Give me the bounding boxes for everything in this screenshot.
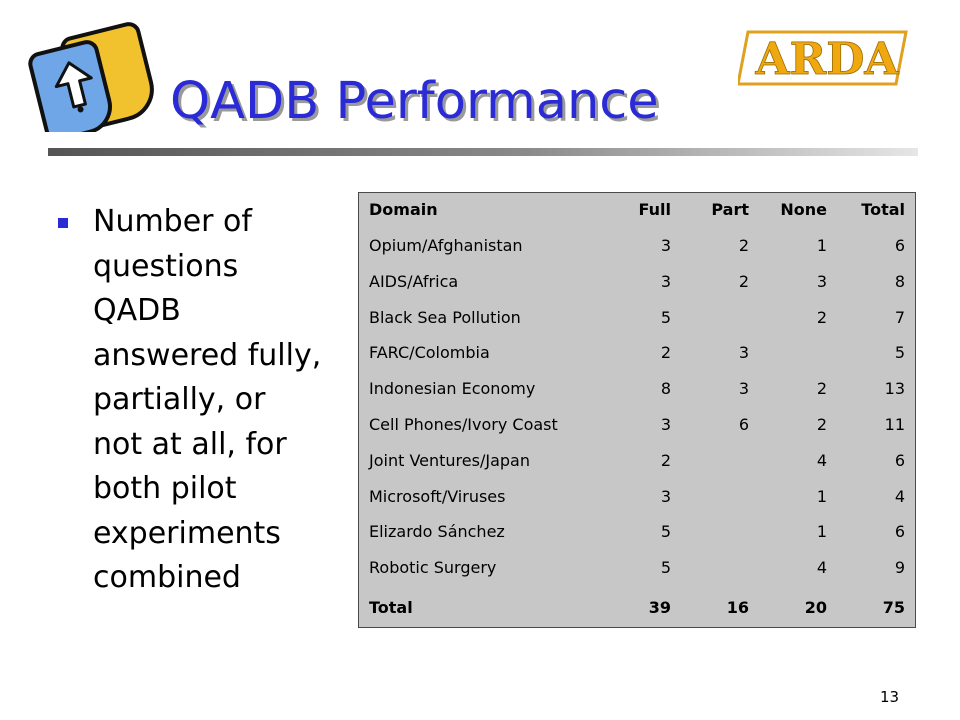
performance-table: [358, 192, 916, 628]
left-logo-icon: [28, 22, 158, 132]
none-cell: 4: [761, 553, 837, 583]
total-label: Total: [359, 593, 609, 623]
header-none: None: [761, 195, 837, 225]
full-cell: 5: [611, 517, 681, 547]
header-part: Part: [683, 195, 759, 225]
total-cell: 13: [839, 374, 915, 404]
domain-cell: Black Sea Pollution: [359, 303, 609, 333]
table-row: [359, 338, 915, 368]
table-header-row: [359, 195, 915, 225]
header-total: Total: [839, 195, 915, 225]
full-cell: 3: [611, 267, 681, 297]
full-cell: 3: [611, 410, 681, 440]
header-domain: Domain: [359, 195, 609, 225]
bullet-text: Number of questions QADB answered fully, partially, or not at all, for both pilot experiments combined: [93, 204, 322, 595]
table-row: [359, 553, 915, 583]
table-row: [359, 267, 915, 297]
full-cell: 2: [611, 446, 681, 476]
arda-logo-text: ARDA: [755, 34, 899, 85]
domain-cell: Robotic Surgery: [359, 553, 609, 583]
none-cell: 3: [761, 267, 837, 297]
full-cell: 3: [611, 231, 681, 261]
full-cell: 8: [611, 374, 681, 404]
table-row: [359, 517, 915, 547]
part-cell: [683, 553, 759, 583]
none-cell: [761, 338, 837, 368]
total-cell: 6: [839, 517, 915, 547]
domain-cell: Opium/Afghanistan: [359, 231, 609, 261]
part-cell: [683, 303, 759, 333]
full-cell: 2: [611, 338, 681, 368]
table-total-row: [359, 593, 915, 623]
none-cell: 2: [761, 303, 837, 333]
total-cell: 9: [839, 553, 915, 583]
total-cell: 8: [839, 267, 915, 297]
total-part: 16: [683, 593, 759, 623]
full-cell: 5: [611, 553, 681, 583]
part-cell: 2: [683, 231, 759, 261]
bullet-marker-icon: [58, 218, 68, 228]
table-row: [359, 231, 915, 261]
none-cell: 1: [761, 231, 837, 261]
none-cell: 2: [761, 374, 837, 404]
header-full: Full: [611, 195, 681, 225]
total-cell: 4: [839, 482, 915, 512]
none-cell: 1: [761, 482, 837, 512]
part-cell: [683, 517, 759, 547]
table-row: [359, 374, 915, 404]
part-cell: [683, 446, 759, 476]
arda-logo: [738, 28, 916, 88]
domain-cell: Microsoft/Viruses: [359, 482, 609, 512]
domain-cell: Joint Ventures/Japan: [359, 446, 609, 476]
total-none: 20: [761, 593, 837, 623]
part-cell: 3: [683, 374, 759, 404]
full-cell: 5: [611, 303, 681, 333]
table-row: [359, 482, 915, 512]
none-cell: 1: [761, 517, 837, 547]
table-row: [359, 303, 915, 333]
part-cell: [683, 482, 759, 512]
total-cell: 11: [839, 410, 915, 440]
total-cell: 5: [839, 338, 915, 368]
title-divider: [48, 148, 918, 156]
table-row: [359, 446, 915, 476]
total-cell: 7: [839, 303, 915, 333]
total-full: 39: [611, 593, 681, 623]
full-cell: 3: [611, 482, 681, 512]
total-cell: 6: [839, 446, 915, 476]
table-row: [359, 410, 915, 440]
part-cell: 6: [683, 410, 759, 440]
domain-cell: Indonesian Economy: [359, 374, 609, 404]
total-cell: 6: [839, 231, 915, 261]
total-total: 75: [839, 593, 915, 623]
domain-cell: Cell Phones/Ivory Coast: [359, 410, 609, 440]
page-number: 13: [880, 688, 900, 706]
slide-title: QADB Performance: [170, 72, 659, 131]
none-cell: 4: [761, 446, 837, 476]
domain-cell: Elizardo Sánchez: [359, 517, 609, 547]
none-cell: 2: [761, 410, 837, 440]
part-cell: 2: [683, 267, 759, 297]
domain-cell: FARC/Colombia: [359, 338, 609, 368]
part-cell: 3: [683, 338, 759, 368]
domain-cell: AIDS/Africa: [359, 267, 609, 297]
